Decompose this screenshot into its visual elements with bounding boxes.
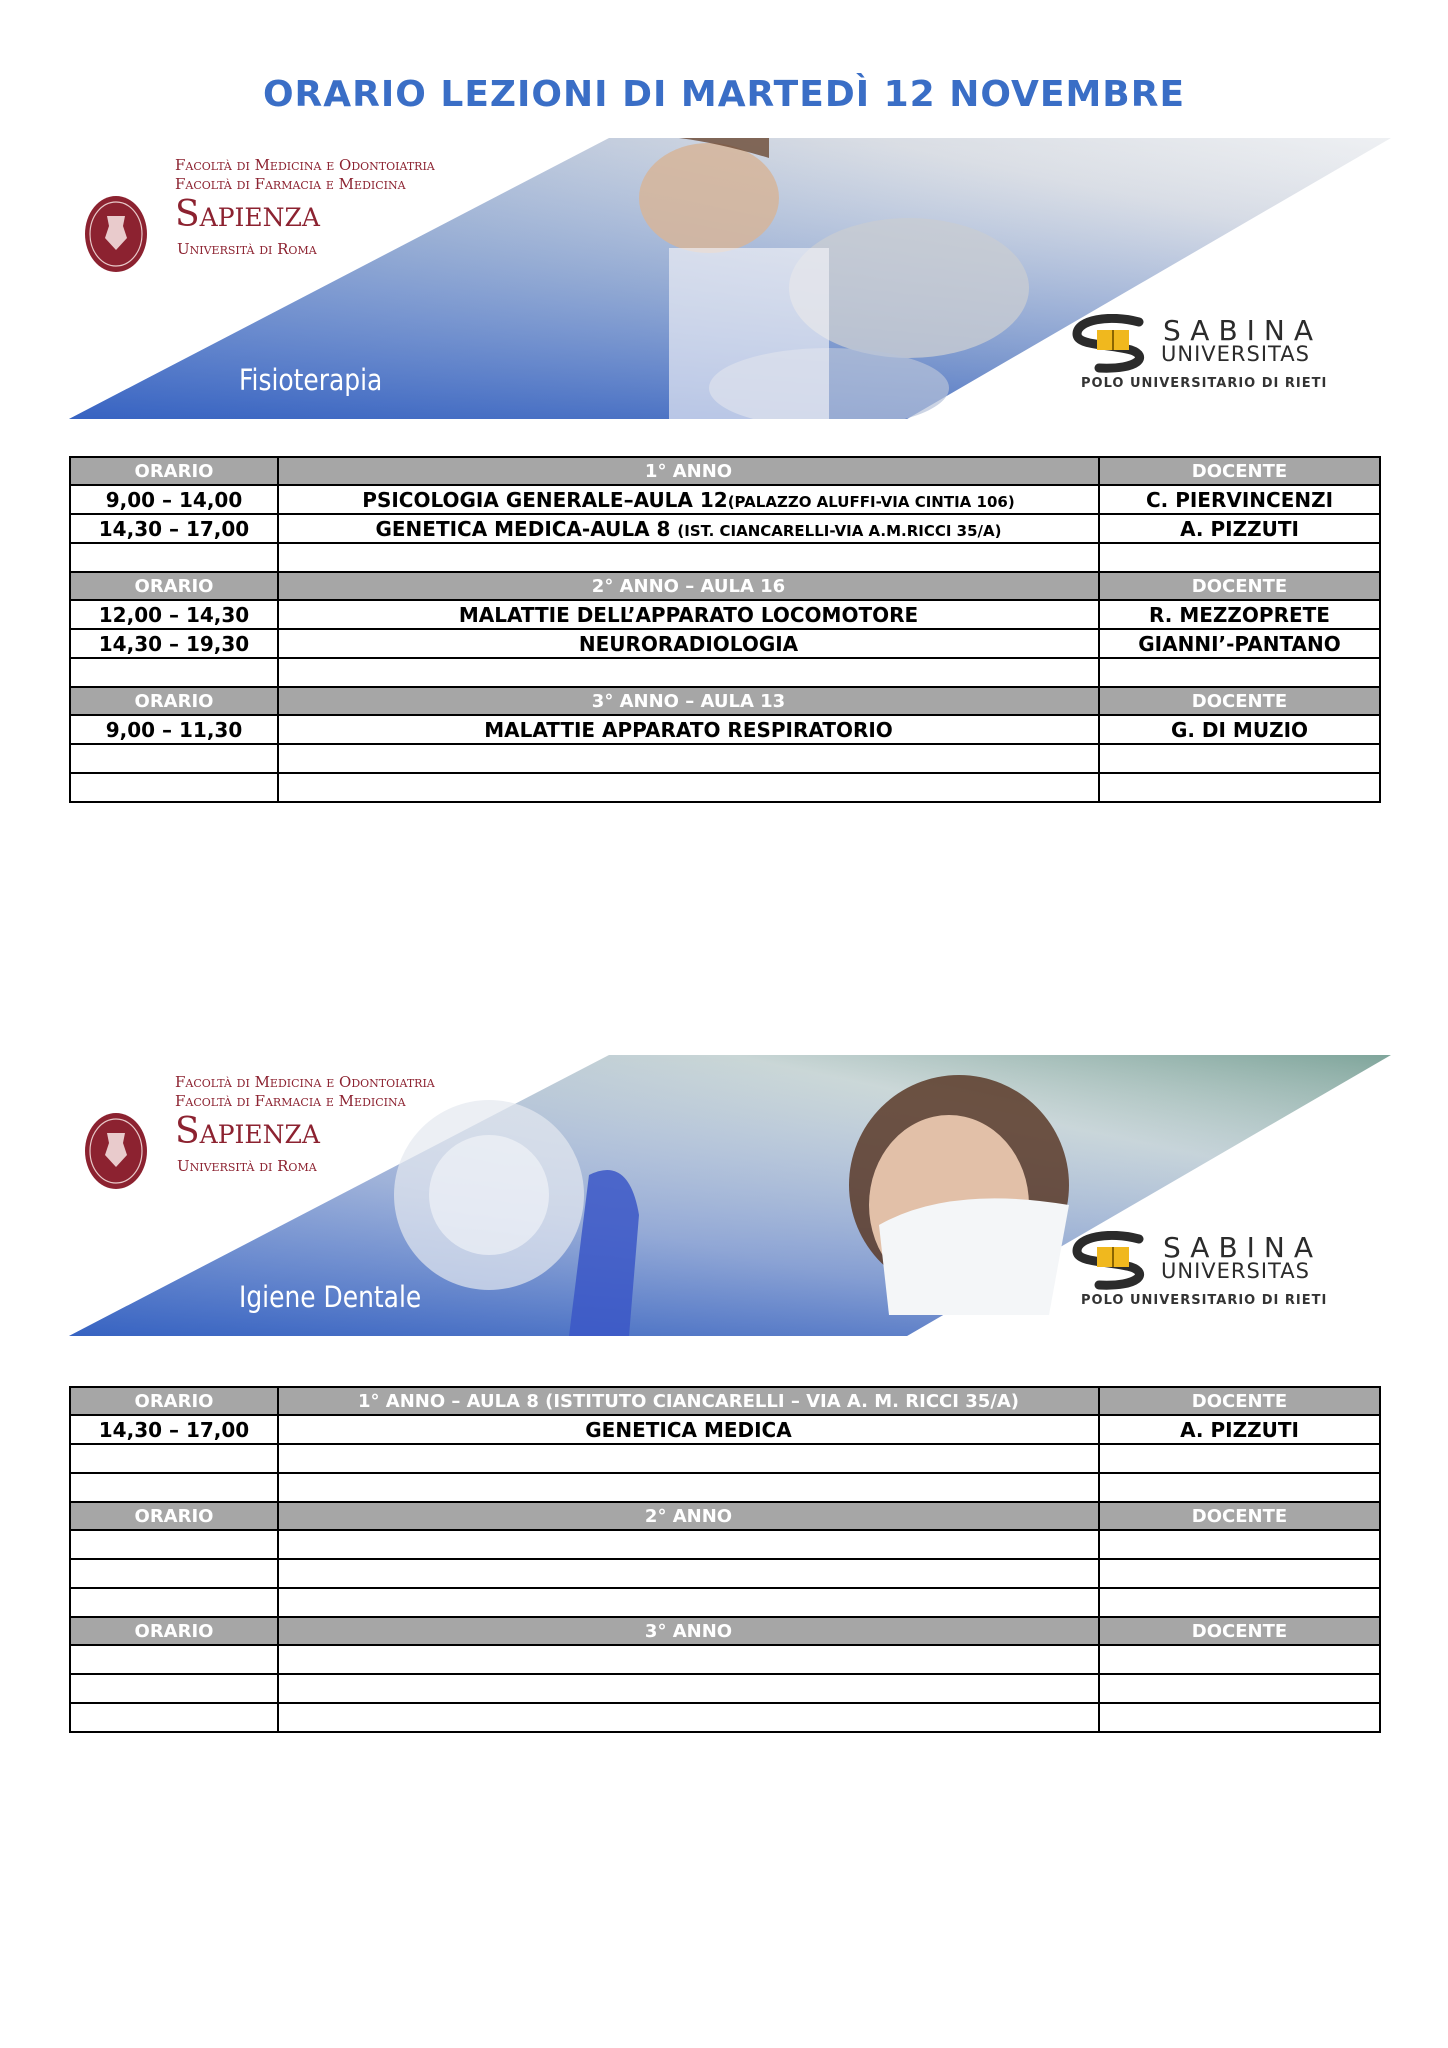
cell-subject [278,1473,1099,1502]
table-row [70,744,1380,773]
cell-teacher: A. PIZZUTI [1099,1415,1380,1444]
cell-teacher [1099,744,1380,773]
faculty-line-2: Facoltà di Farmacia e Medicina [175,1092,406,1110]
sapienza-seal-logo [83,194,149,274]
cell-teacher [1099,1559,1380,1588]
table-row [70,1530,1380,1559]
table-row [70,543,1380,572]
sapienza-subtitle: Università di Roma [177,1157,317,1175]
faculty-line-1: Facoltà di Medicina e Odontoiatria [175,156,435,174]
cell-time: 14,30 – 17,00 [70,514,278,543]
table-row [70,1703,1380,1732]
cell-teacher [1099,1674,1380,1703]
cell-time [70,1444,278,1473]
header-teacher: DOCENTE [1099,572,1380,600]
table-row [70,600,1380,629]
cell-time: 12,00 – 14,30 [70,600,278,629]
cell-subject [278,1645,1099,1674]
cell-teacher [1099,1444,1380,1473]
cell-time [70,1473,278,1502]
table-header-row [70,1387,1380,1415]
header-teacher: DOCENTE [1099,1387,1380,1415]
cell-teacher [1099,1530,1380,1559]
cell-subject [278,514,1099,543]
cell-time [70,1530,278,1559]
cell-time [70,1645,278,1674]
cell-time [70,658,278,687]
cell-time [70,1703,278,1732]
sabina-subtitle: UNIVERSITAS [1161,342,1310,366]
sabina-swoosh-icon [1069,1231,1159,1291]
course-name: Fisioterapia [239,363,383,397]
table-row [70,1473,1380,1502]
sabina-title: SABINA [1163,314,1323,347]
cell-time: 14,30 – 19,30 [70,629,278,658]
table-row [70,514,1380,543]
cell-time [70,1588,278,1617]
cell-time [70,543,278,572]
table-row [70,629,1380,658]
cell-time: 9,00 – 14,00 [70,485,278,514]
cell-teacher: R. MEZZOPRETE [1099,600,1380,629]
cell-time [70,744,278,773]
table-row [70,658,1380,687]
course-name: Igiene Dentale [239,1280,422,1314]
sapienza-name: Sapienza [175,194,320,235]
table-header-row [70,572,1380,600]
table-row [70,1415,1380,1444]
cell-time [70,1674,278,1703]
subject-text: GENETICA MEDICA-AULA 8 [375,516,678,541]
header-year: 1° ANNO – AULA 8 (ISTITUTO CIANCARELLI – VIA A. M. RICCI 35/A) [278,1387,1099,1415]
header-year: 3° ANNO [278,1617,1099,1645]
banner-igiene-dentale [69,1055,1391,1336]
cell-subject [278,485,1099,514]
cell-subject: MALATTIE APPARATO RESPIRATORIO [278,715,1099,744]
header-year: 1° ANNO [278,457,1099,485]
header-teacher: DOCENTE [1099,1502,1380,1530]
cell-time: 9,00 – 11,30 [70,715,278,744]
table-header-row [70,1502,1380,1530]
cell-teacher [1099,543,1380,572]
cell-subject [278,543,1099,572]
table-header-row [70,457,1380,485]
banner-fisioterapia [69,138,1391,419]
cell-time [70,773,278,802]
sabina-logo [1069,310,1369,400]
table-row [70,1444,1380,1473]
cell-subject [278,1444,1099,1473]
cell-teacher [1099,773,1380,802]
schedule-table-igiene-dentale [69,1386,1381,1733]
sabina-tagline: POLO UNIVERSITARIO DI RIETI [1081,376,1328,391]
subject-location: (IST. CIANCARELLI-VIA A.M.RICCI 35/A) [677,521,1002,540]
header-time: ORARIO [70,1617,278,1645]
table-row [70,1559,1380,1588]
sapienza-subtitle: Università di Roma [177,240,317,258]
header-time: ORARIO [70,1502,278,1530]
faculty-line-1: Facoltà di Medicina e Odontoiatria [175,1073,435,1091]
cell-teacher [1099,1473,1380,1502]
cell-teacher: GIANNI’-PANTANO [1099,629,1380,658]
sabina-tagline: POLO UNIVERSITARIO DI RIETI [1081,1293,1328,1308]
cell-subject [278,1530,1099,1559]
cell-teacher [1099,1703,1380,1732]
table-row [70,1588,1380,1617]
cell-subject [278,744,1099,773]
table-header-row [70,1617,1380,1645]
header-time: ORARIO [70,1387,278,1415]
cell-teacher [1099,1645,1380,1674]
cell-subject [278,1703,1099,1732]
header-year: 2° ANNO [278,1502,1099,1530]
table-header-row [70,687,1380,715]
cell-subject [278,1559,1099,1588]
page-title: ORARIO LEZIONI DI MARTEDÌ 12 NOVEMBRE [262,74,1186,115]
sabina-title: SABINA [1163,1231,1323,1264]
sapienza-name: Sapienza [175,1111,320,1152]
faculty-line-2: Facoltà di Farmacia e Medicina [175,175,406,193]
table-row [70,773,1380,802]
header-time: ORARIO [70,687,278,715]
faculty-lines [175,1073,435,1111]
cell-subject [278,773,1099,802]
header-teacher: DOCENTE [1099,457,1380,485]
subject-location: (PALAZZO ALUFFI-VIA CINTIA 106) [727,492,1015,511]
sabina-subtitle: UNIVERSITAS [1161,1259,1310,1283]
header-year: 3° ANNO – AULA 13 [278,687,1099,715]
sabina-swoosh-icon [1069,314,1159,374]
cell-teacher: C. PIERVINCENZI [1099,485,1380,514]
cell-subject [278,1674,1099,1703]
cell-subject: NEURORADIOLOGIA [278,629,1099,658]
cell-subject [278,658,1099,687]
table-row [70,1674,1380,1703]
cell-time: 14,30 – 17,00 [70,1415,278,1444]
sapienza-seal-logo [83,1111,149,1191]
sabina-logo [1069,1227,1369,1317]
cell-subject [278,1588,1099,1617]
header-time: ORARIO [70,572,278,600]
table-row [70,485,1380,514]
table-row [70,715,1380,744]
cell-teacher: A. PIZZUTI [1099,514,1380,543]
subject-text: PSICOLOGIA GENERALE–AULA 12 [362,487,728,512]
cell-teacher [1099,1588,1380,1617]
cell-teacher: G. DI MUZIO [1099,715,1380,744]
header-time: ORARIO [70,457,278,485]
schedule-table-fisioterapia [69,456,1381,803]
faculty-lines [175,156,435,194]
cell-teacher [1099,658,1380,687]
header-year: 2° ANNO – AULA 16 [278,572,1099,600]
cell-time [70,1559,278,1588]
table-row [70,1645,1380,1674]
header-teacher: DOCENTE [1099,687,1380,715]
header-teacher: DOCENTE [1099,1617,1380,1645]
cell-subject: GENETICA MEDICA [278,1415,1099,1444]
cell-subject: MALATTIE DELL’APPARATO LOCOMOTORE [278,600,1099,629]
